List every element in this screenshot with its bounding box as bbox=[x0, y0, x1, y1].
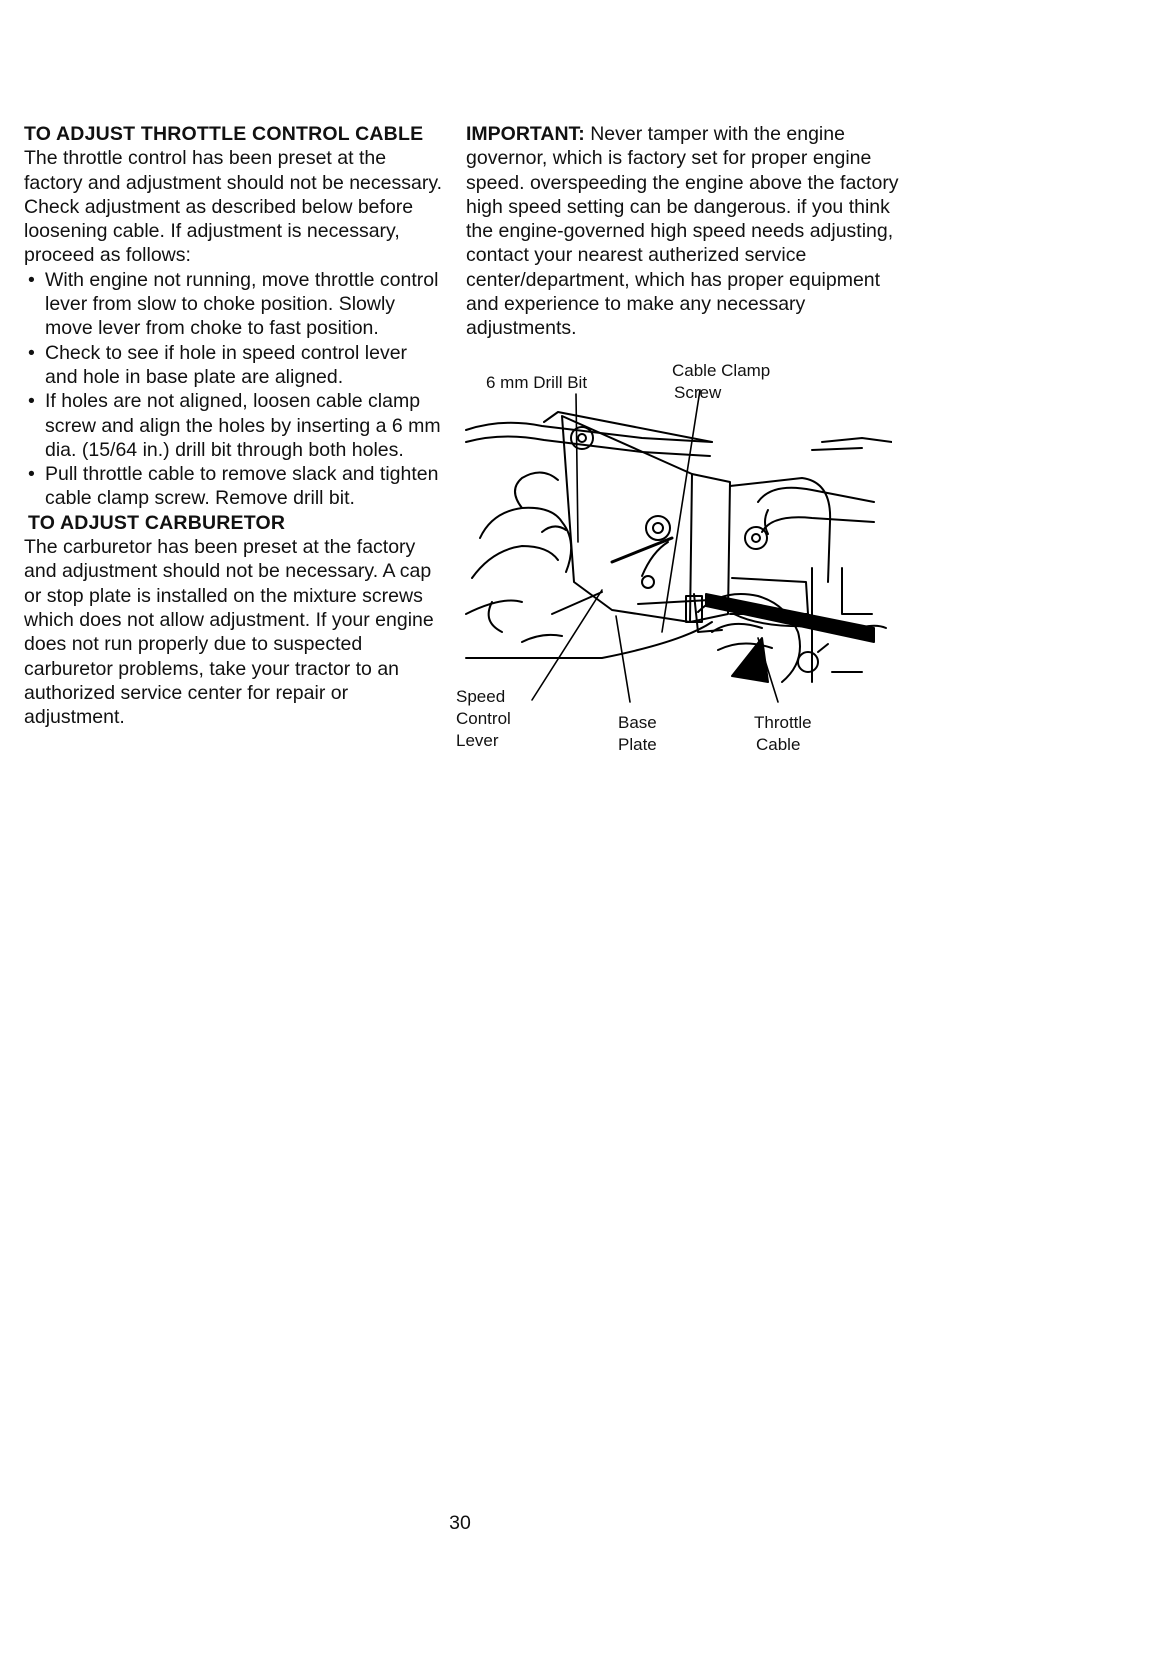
important-label: IMPORTANT: bbox=[466, 123, 585, 145]
right-column bbox=[466, 122, 906, 341]
label-speed-line2: Control bbox=[456, 709, 511, 728]
left-column bbox=[24, 122, 444, 729]
throttle-step: • Check to see if hole in speed control lever and hole in base plate are aligned. bbox=[24, 341, 444, 390]
engine-illustration bbox=[462, 382, 892, 822]
throttle-steps-list bbox=[24, 268, 444, 511]
throttle-step: • Pull throttle cable to remove slack and tighten cable clamp screw. Remove drill bit. bbox=[24, 462, 444, 511]
label-base-line1: Base bbox=[618, 713, 657, 732]
label-cable-clamp-line2: Screw bbox=[674, 383, 722, 402]
important-text: Never tamper with the engine governor, which is factory set for proper engine speed. overspeeding the engine above the factory high speed setting can be dangerous. if you think the engine-governed high speed needs adjusting, contact your nearest autherized service center/department, which has proper equipment and experience to make any necessary adjustments. bbox=[466, 123, 899, 340]
label-drill-bit: 6 mm Drill Bit bbox=[486, 373, 588, 392]
label-base-line2: Plate bbox=[618, 735, 657, 754]
label-cable-clamp-line1: Cable Clamp bbox=[672, 361, 771, 380]
throttle-heading: TO ADJUST THROTTLE CONTROL CABLE bbox=[24, 123, 424, 145]
label-throttle-line1: Throttle bbox=[754, 713, 812, 732]
carburetor-heading: TO ADJUST CARBURETOR bbox=[28, 511, 286, 534]
throttle-adjustment-figure bbox=[456, 361, 892, 822]
page-number: 30 bbox=[449, 1512, 471, 1534]
label-throttle-line2: Cable bbox=[756, 735, 801, 754]
important-note bbox=[466, 122, 906, 341]
label-speed-line3: Lever bbox=[456, 731, 499, 750]
throttle-step: • If holes are not aligned, loosen cable clamp screw and align the holes by inserting a 6 mm dia. (15/64 in.) drill bit through both holes. bbox=[24, 389, 444, 462]
label-speed-line1: Speed bbox=[456, 687, 506, 706]
throttle-intro: The throttle control has been preset at the factory and adjustment should not be necessary. Check adjustment as described below before loosening cable. If adjustment is necessary, proceed as follows: bbox=[24, 147, 443, 267]
carburetor-text: The carburetor has been preset at the factory and adjustment should not be necessary. A cap or stop plate is installed on the mixture screws which does not allow adjustment. If your engine does not run properly due to suspected carburetor problems, take your tractor to an authorized service center for repair or adjustment. bbox=[24, 536, 434, 729]
throttle-step: • With engine not running, move throttle control lever from slow to choke position. Slowly move lever from choke to fast position. bbox=[24, 268, 444, 341]
